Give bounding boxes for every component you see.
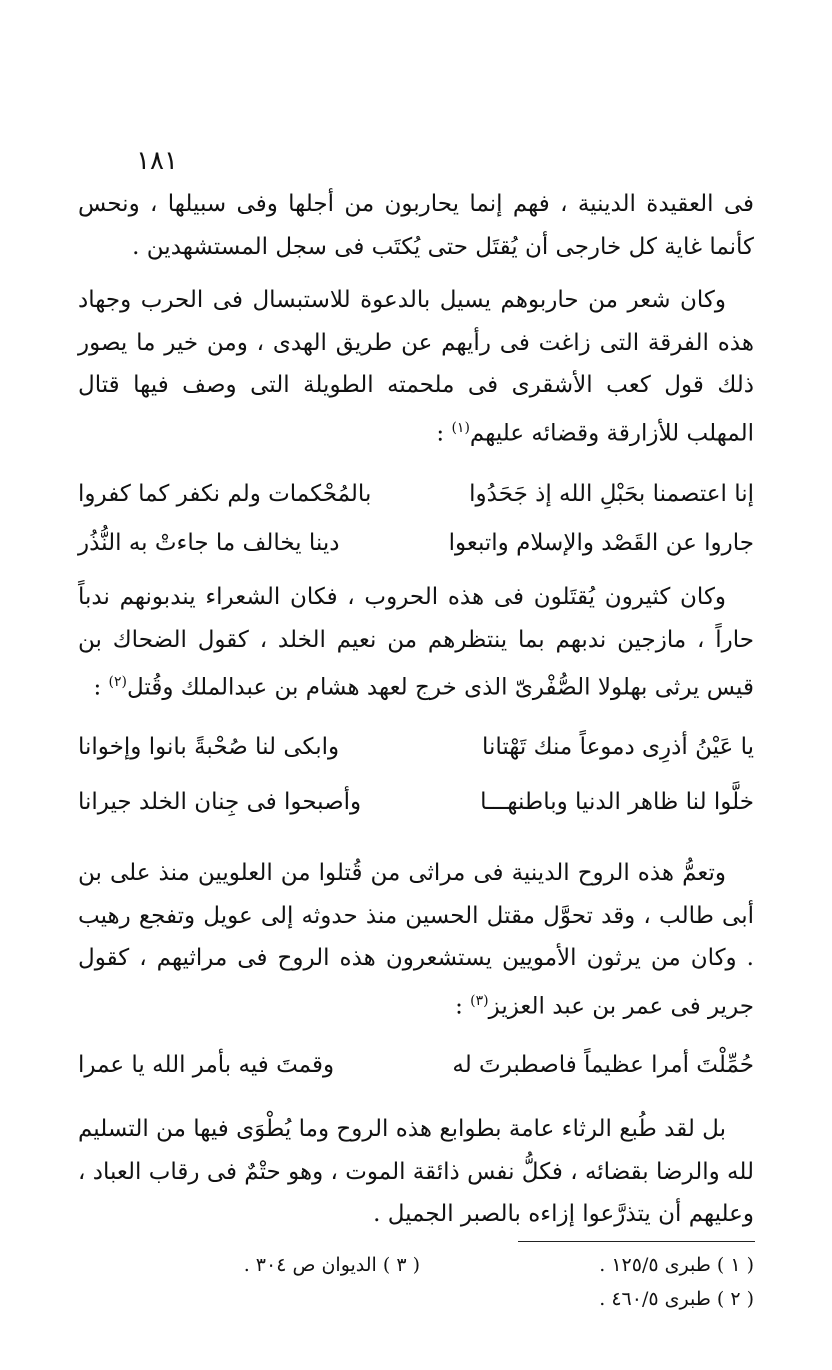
footnote-ref-1: (١) <box>451 419 470 436</box>
verse-2-line-2 <box>78 782 754 822</box>
footnote-ref-2: (٢) <box>108 674 127 690</box>
footnote-2: ( ٢ ) طبرى ٤٦٠/٥ . <box>599 1288 754 1310</box>
paragraph-5-text: بل لقد طُبع الرثاء عامة بطوابع هذه الروح وما يُطْوَى فيها من التسليم لله والرضا بقضائه ، فكلُّ نفس ذائقة الموت ، وهو حتْمٌ فى رقاب العباد ، وعليهم أن يتذرَّعوا إزاءه بالصبر الجميل . <box>78 1116 754 1227</box>
paragraph-4-text: وتعمُّ هذه الروح الدينية فى مراثى من قُتلوا من العلويين منذ على بن أبى طالب ، وقد تحوَّل مقتل الحسين منذ حدوثه إلى عويل وتفجع رهيب . وكان من يرثون الأمويين يستشعرون هذه الروح فى مراثيهم ، كقول جرير فى عمر بن عبد العزيز <box>78 860 754 1020</box>
paragraph-4-end: : <box>455 993 471 1020</box>
paragraph-2 <box>78 279 754 455</box>
footnote-divider <box>518 1241 755 1242</box>
paragraph-3-end: : <box>93 674 109 701</box>
paragraph-2-end: : <box>436 420 452 447</box>
footnote-3: ( ٣ ) الديوان ص ٣٠٤ . <box>243 1254 420 1276</box>
paragraph-1 <box>78 183 754 268</box>
verse-1-line-1 <box>78 474 754 514</box>
footnote-1: ( ١ ) طبرى ١٢٥/٥ . <box>599 1254 754 1276</box>
verse-3-line-1 <box>78 1045 754 1085</box>
verse-3-line-1-first-hemistich: حُمِّلْتَ أمرا عظيماً فاصطبرتَ له <box>452 1052 754 1078</box>
paragraph-1-text: فى العقيدة الدينية ، فهم إنما يحاربون من أجلها وفى سبيلها ، ونحس كأنما غاية كل خارجى أن يُقتَل حتى يُكتَب فى سجل المستشهدين . <box>78 191 754 260</box>
verse-1-line-1-first-hemistich: إنا اعتصمنا بحَبْلِ الله إذ جَحَدُوا <box>469 481 754 507</box>
verse-3-line-1-second-hemistich: وقمتَ فيه بأمر الله يا عمرا <box>78 1052 335 1078</box>
paragraph-2-text: وكان شعر من حاربوهم يسيل بالدعوة للاستبسال فى الحرب وجهاد هذه الفرقة التى زاغت فى رأيهم عن طريق الهدى ، ومن خير ما يصور ذلك قول كعب الأشقرى فى ملحمته الطويلة التى وصف فيها قتال المهلب للأزارقة وقضائه عليهم <box>78 287 754 447</box>
verse-2-line-1-second-hemistich: وابكى لنا صُحْبةً بانوا وإخوانا <box>78 734 340 760</box>
verse-1-line-2-first-hemistich: جاروا عن القَصْد والإسلام واتبعوا <box>448 530 754 556</box>
verse-2-line-1 <box>78 727 754 767</box>
verse-2-line-1-first-hemistich: يا عَيْنُ أذرِى دموعاً منك تَهْتانا <box>481 734 754 760</box>
verse-2-line-2-first-hemistich: خلَّوا لنا ظاهر الدنيا وباطنهـــا <box>480 789 754 815</box>
paragraph-3-text: وكان كثيرون يُقتَلون فى هذه الحروب ، فكان الشعراء يندبونهم ندباً حاراً ، مازجين ندبهم بما ينتظرهم من نعيم الخلد ، كقول الضحاك بن قيس يرثى بهلولا الصُّفْرىّ الذى خرج لعهد هشام بن عبدالملك وقُتل <box>78 584 754 701</box>
paragraph-3 <box>78 576 754 709</box>
footnote-ref-3: (٣) <box>470 992 489 1009</box>
verse-1-line-2-second-hemistich: دينا يخالف ما جاءتْ به النُّذُر <box>78 530 340 556</box>
verse-2-line-2-second-hemistich: وأصبحوا فى جِنان الخلد جيرانا <box>78 789 362 815</box>
paragraph-5 <box>78 1108 754 1236</box>
verse-1-line-2 <box>78 523 754 563</box>
paragraph-4 <box>78 852 754 1028</box>
verse-1-line-1-second-hemistich: بالمُحْكمات ولم نكفر كما كفروا <box>78 481 372 507</box>
page-number: ١٨١ <box>136 146 178 176</box>
